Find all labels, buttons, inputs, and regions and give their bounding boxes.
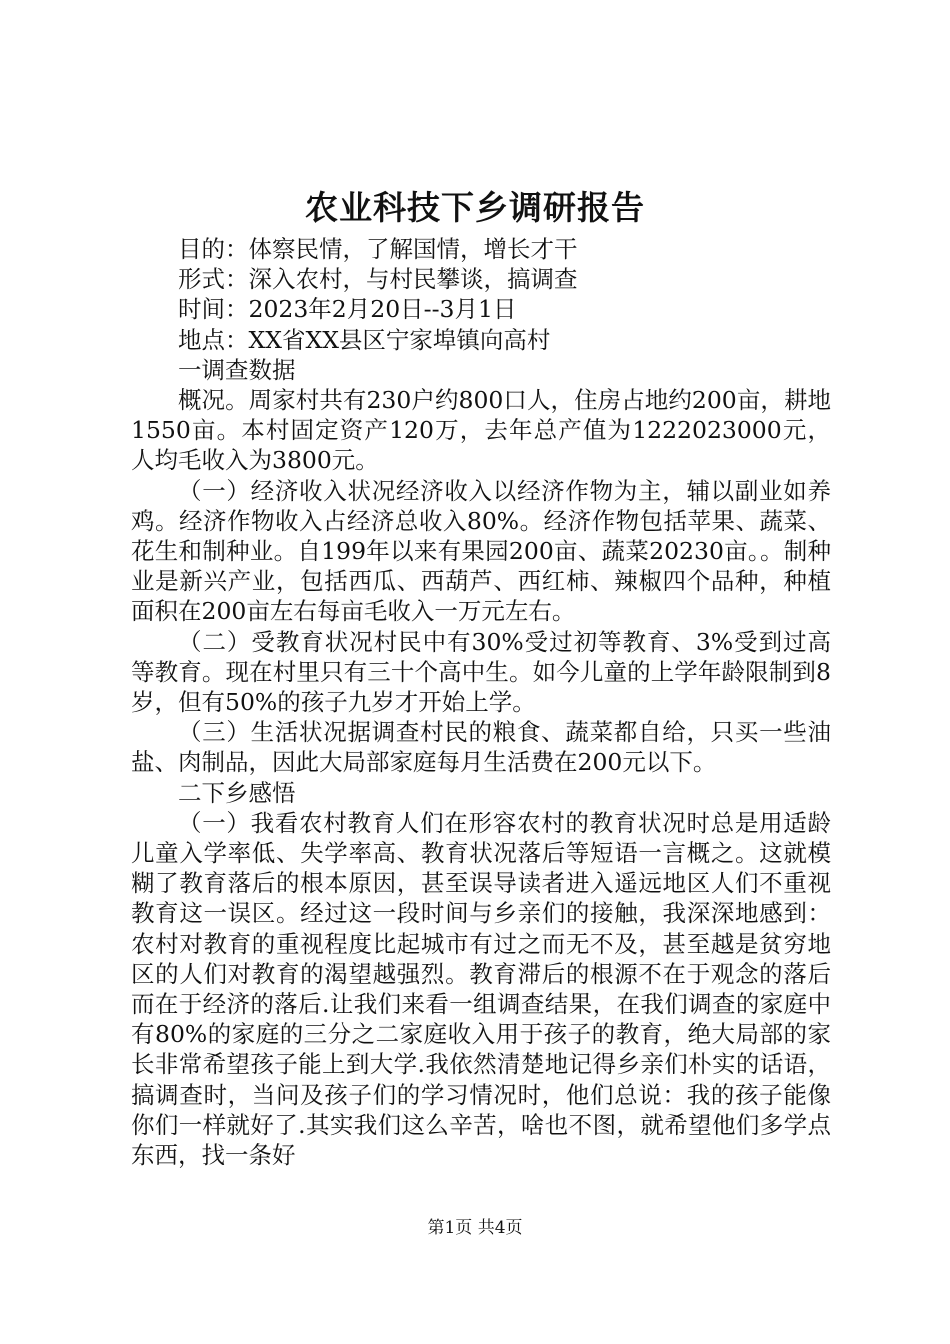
meta-purpose: 目的：体察民情，了解国情，增长才干 [178,235,578,263]
page-number-footer: 第1页 共4页 [427,1218,523,1238]
paragraph-education-status: （二）受教育状况村民中有30%受过初等教育、3%受到过高等教育。现在村里只有三十个高中生。如今儿童的上学年龄限制到8岁，但有50%的孩子九岁才开始上学。 [131,627,831,717]
section-heading-survey-data: 一调查数据 [178,355,296,384]
paragraph-overview: 概况。周家村共有230户约800口人，住房占地约200亩，耕地1550亩。本村固定资产120万，去年总产值为1222023000元，人均毛收入为3800元。 [131,386,831,475]
section-heading-reflections: 二下乡感悟 [178,778,296,807]
meta-location: 地点：XX省XX县区宁家埠镇向高村 [178,325,551,354]
meta-time: 时间：2023年2月20日--3月1日 [178,295,517,324]
meta-form: 形式：深入农村，与村民攀谈，搞调查 [178,265,578,294]
paragraph-economic-income: （一）经济收入状况经济收入以经济作物为主，辅以副业如养鸡。经济作物收入占经济总收入80%。经济作物包括苹果、蔬菜、花生和制种业。自199年以来有果园200亩、蔬菜20230亩。。制种业是新兴产业，包括西瓜、西葫芦、西红柿、辣椒四个品种，种植面积在200亩左右每亩毛收入一万元左右。 [131,476,831,626]
document-body [131,234,831,1170]
paragraph-living-status: （三）生活状况据调查村民的粮食、蔬菜都自给，只买一些油盐、肉制品，因此大局部家庭每月生活费在200元以下。 [131,718,831,777]
document-title: 农业科技下乡调研报告 [305,188,645,227]
paragraph-rural-education: （一）我看农村教育人们在形容农村的教育状况时总是用适龄儿童入学率低、失学率高、教育状况落后等短语一言概之。这就模糊了教育落后的根本原因，甚至误导读者进入遥远地区人们不重视教育这一误区。经过这一段时间与乡亲们的接触，我深深地感到：农村对教育的重视程度比起城市有过之而无不及，甚至越是贫穷地区的人们对教育的渴望越强烈。教育滞后的根源不在于观念的落后而在于经济的落后.让我们来看一组调查结果，在我们调查的家庭中有80%的家庭的三分之二家庭收入用于孩子的教育，绝大局部的家长非常希望孩子能上到大学.我依然清楚地记得乡亲们朴实的话语，搞调查时，当问及孩子们的学习情况时，他们总说：我的孩子能像你们一样就好了.其实我们这么辛苦，啥也不图，就希望他们多学点东西，找一条好 [131,808,831,1170]
